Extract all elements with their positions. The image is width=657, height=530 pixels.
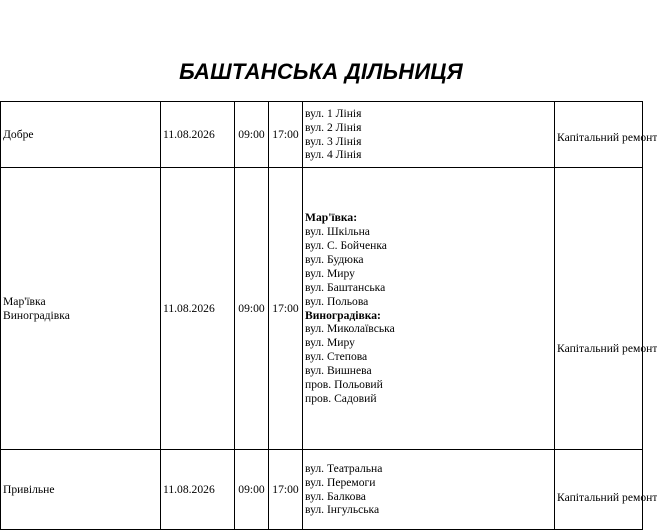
street-name: вул. Балкова (305, 489, 366, 503)
settlement-name: Привільне (3, 482, 55, 496)
settlement-group-heading: Мар'ївка: (305, 211, 358, 225)
street-name: вул. Шкільна (305, 225, 370, 239)
start-time: 09:00 (235, 450, 269, 530)
outage-schedule-table (0, 101, 657, 530)
street-name: вул. Перемоги (305, 475, 376, 489)
streets-cell (303, 102, 555, 168)
street-name: вул. Степова (305, 350, 368, 364)
table-row (1, 450, 643, 530)
street-name: вул. Будюка (305, 252, 364, 266)
table-row (1, 102, 643, 168)
start-time: 09:00 (235, 168, 269, 450)
streets-cell (303, 168, 555, 450)
settlement-group-heading: Виноградівка: (305, 308, 381, 322)
street-name: вул. Театральна (305, 461, 383, 475)
street-name: пров. Садовий (305, 391, 377, 405)
street-name: вул. 1 Лінія (305, 106, 362, 120)
page-title: БАШТАНСЬКА ДІЛЬНИЦЯ (179, 59, 463, 84)
settlement-name: Виноградівка (3, 308, 70, 322)
outage-reason: Капітальний ремонт (555, 168, 643, 450)
settlement-name: Мар'ївка (3, 294, 46, 308)
outage-reason: Капітальний ремонт (555, 450, 643, 530)
end-time: 17:00 (269, 168, 303, 450)
street-name: вул. Миколаївська (305, 322, 395, 336)
street-name: вул. Інгульська (305, 503, 380, 517)
settlement-name: Добре (3, 127, 34, 141)
outage-reason: Капітальний ремонт (555, 102, 643, 168)
start-time: 09:00 (235, 102, 269, 168)
settlement-cell (1, 168, 161, 450)
street-name: вул. Вишнева (305, 364, 372, 378)
settlement-cell (1, 450, 161, 530)
end-time: 17:00 (269, 450, 303, 530)
outage-date: 11.08.2026 (161, 102, 235, 168)
table-row (1, 168, 643, 450)
settlement-cell (1, 102, 161, 168)
streets-cell (303, 450, 555, 530)
outage-date: 11.08.2026 (161, 450, 235, 530)
street-name: вул. С. Бойченка (305, 238, 387, 252)
street-name: вул. Польова (305, 294, 369, 308)
outage-date: 11.08.2026 (161, 168, 235, 450)
street-name: вул. Миру (305, 336, 355, 350)
street-name: вул. 2 Лінія (305, 120, 362, 134)
end-time: 17:00 (269, 102, 303, 168)
street-name: пров. Польовий (305, 378, 383, 392)
street-name: вул. 4 Лінія (305, 148, 362, 162)
street-name: вул. 3 Лінія (305, 134, 362, 148)
street-name: вул. Миру (305, 266, 355, 280)
street-name: вул. Баштанська (305, 280, 386, 294)
